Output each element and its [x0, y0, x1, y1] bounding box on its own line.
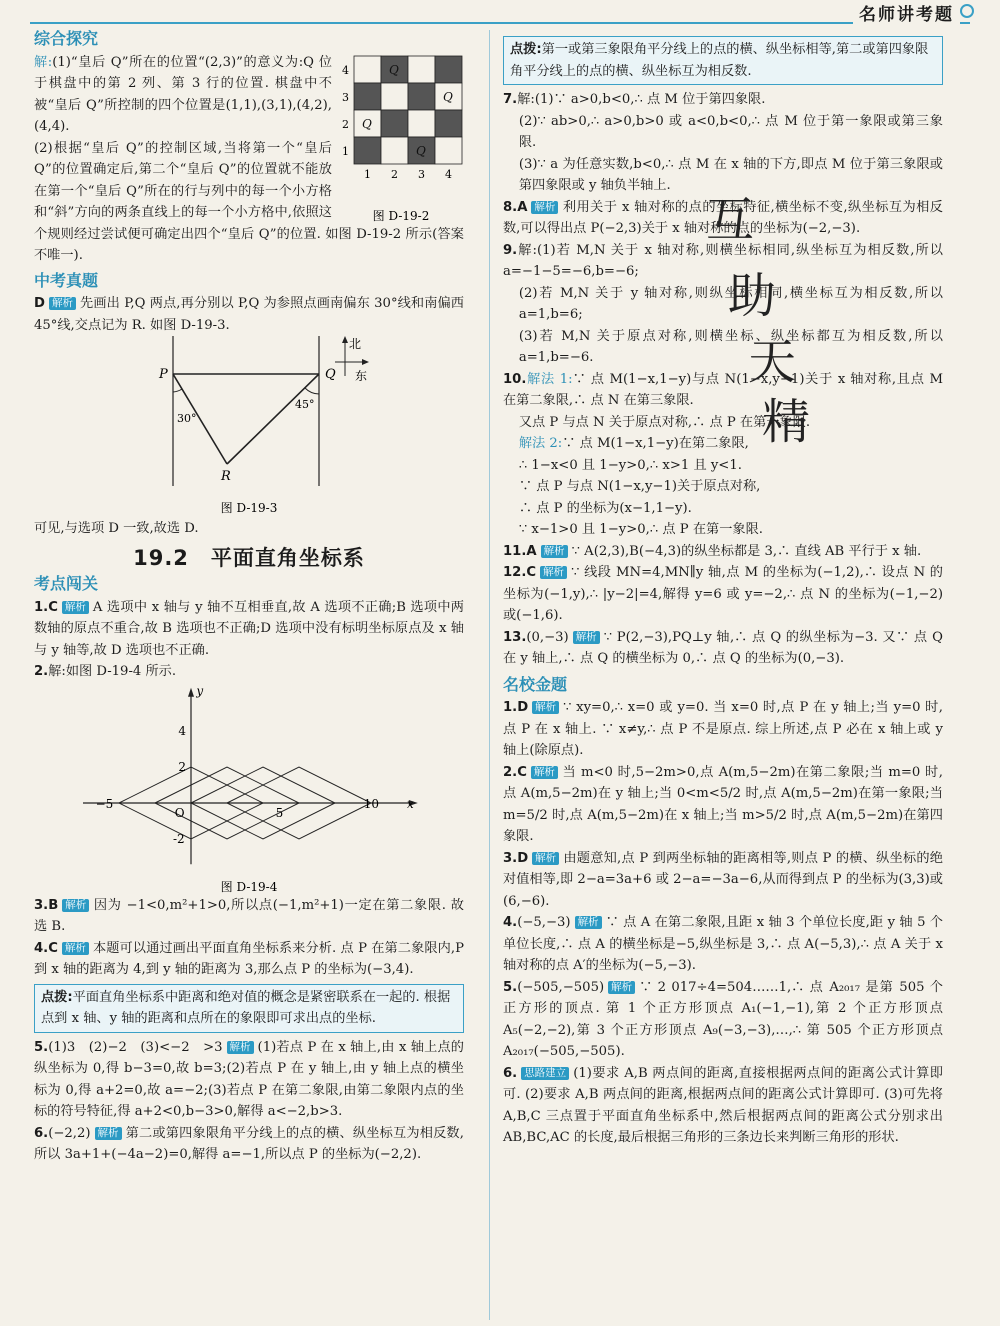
tick-label: -2: [173, 831, 185, 846]
tick-label: O: [174, 805, 185, 820]
answer-text: A 选项中 x 轴与 y 轴不互相垂直,故 A 选项不正确;B 选项中两数轴的原点不重合,故 B 选项也不正确;D 选项中没有标明坐标原点及 x 轴与 y 轴等,故 D 选项也不正确.: [34, 599, 464, 658]
figure-caption: 图 D-19-2: [372, 208, 430, 223]
method-label: 解法 1:: [526, 371, 573, 387]
point-label: P: [159, 367, 168, 382]
tip-box: [34, 984, 464, 1033]
question-number: 11.: [503, 543, 527, 559]
queen-mark: Q: [416, 143, 426, 158]
answer-value: (0,−3): [526, 629, 569, 645]
tick-label: 5: [275, 805, 284, 820]
chapter-title: 19.2 平面直角坐标系: [133, 545, 365, 570]
comprehensive-block: [34, 52, 464, 267]
answer-text: (2)根据“皇后 Q”的控制区域,当将第一个“皇后 Q”的位置确定后,第二个“皇后 Q”的位置就不能放在第一个“皇后 Q”所在的行与列中的每一个小方格和“斜”方向的两条直线上的每一个小方格中,依照这个规则经过尝试便可确定出四个“皇后 Q”的位置. 如图 D-19-2 所示(答案不唯一).: [34, 140, 464, 263]
question-number: 6.: [34, 1125, 49, 1141]
answer-value: (1)3 (2)−2 (3)<−2 >3: [48, 1039, 223, 1055]
answer-text: (2)若 M,N 关于 y 轴对称,则纵坐标相同,横坐标互为相反数,所以 a=1,b=6;: [518, 285, 943, 322]
board-square: [435, 110, 462, 137]
method-label: 解法 2:: [518, 436, 563, 451]
column-label: 4: [445, 167, 452, 181]
row-label: 4: [342, 63, 349, 77]
figure-caption: 图 D-19-3: [220, 501, 278, 515]
answer-text: ∵ xy=0,∴ x=0 或 y=0. 当 x=0 时,点 P 在 y 轴上;当 y=0 时,点 P 在 x 轴上. ∵ x≠y,∴ 点 P 不是原点. 综上所述,点 P 必在 x 轴上或 y 轴上(除原点).: [503, 700, 943, 758]
analysis-tag: 解析: [531, 766, 558, 779]
column-label: 3: [418, 167, 425, 181]
solution-label: 解:: [34, 54, 53, 70]
analysis-tag: 解析: [531, 201, 558, 214]
answer-text: ∴ 1−x<0 且 1−y>0,∴ x>1 且 y<1.: [518, 457, 742, 473]
header-rule: [30, 22, 970, 24]
answer-text: 先画出 P,Q 两点,再分别以 P,Q 为参照点画南偏东 30°线和南偏西 45°线,交点记为 R. 如图 D-19-3.: [34, 296, 464, 333]
tip-text: 平面直角坐标系中距离和绝对值的概念是紧密联系在一起的. 根据点到 x 轴、y 轴的距离和点所在的象限即可求出点的坐标.: [41, 989, 451, 1026]
header-title: 名师讲考题: [853, 0, 960, 25]
board-square: [354, 137, 381, 164]
question-number: 2.: [503, 764, 518, 780]
answer-text: 解:(1)若 M,N 关于 x 轴对称,则横坐标相同,纵坐标互为相反数,所以 a=−1−5=−6,b=−6;: [503, 242, 943, 279]
answer-value: (−5,−3): [517, 915, 571, 930]
answer-text: 又点 P 与点 N 关于原点对称,∴ 点 P 在第一象限.: [518, 414, 811, 430]
handwriting-mark: 天: [748, 334, 797, 390]
answer-text: 解:如图 D-19-4 所示.: [48, 664, 177, 679]
answer-text: ∵ A(2,3),B(−4,3)的纵坐标都是 3,∴ 直线 AB 平行于 x 轴.: [571, 543, 922, 559]
answer-letter: D: [517, 850, 529, 866]
handwriting-mark: 精: [762, 394, 811, 450]
row-label: 1: [342, 144, 349, 158]
board-square: [354, 56, 381, 83]
row-label: 3: [342, 90, 349, 104]
question-number: 2.: [34, 664, 49, 679]
header: [0, 0, 1000, 24]
analysis-tag: 解析: [95, 1127, 122, 1140]
question-number: 3.: [34, 897, 49, 913]
answer-value: (−2,2): [48, 1125, 91, 1141]
answer-text: 因为 −1<0,m²+1>0,所以点(−1,m²+1)一定在第二象限. 故选 B.: [34, 897, 464, 934]
answer-text: ∵ 点 P 与点 N(1−x,y−1)关于原点对称,: [518, 479, 761, 494]
angle-label: 45°: [295, 398, 315, 411]
y-axis-arrow: [188, 687, 194, 696]
board-square: [408, 110, 435, 137]
board-square: [435, 137, 462, 164]
analysis-tag: 解析: [541, 545, 568, 558]
answer-letter: C: [48, 599, 58, 615]
analysis-tag: 解析: [532, 701, 559, 714]
queen-mark: Q: [389, 62, 399, 77]
row-label: 2: [342, 117, 349, 131]
board-square: [381, 137, 408, 164]
answer-text: (1)若点 P 在 x 轴上,由 x 轴上点的纵坐标为 0,得 b−3=0,故 b=3;(2)若点 P 在 y 轴上,由 y 轴上点的横坐标为 0,得 a+2=0,故 a=−2;(3)若点 P 在第二象限,由第二象限内点的坐标的符号特征,得 a+2<0,b−3>0,解得 a<−2,b>3.: [34, 1039, 464, 1119]
answer-text: (3)∵ a 为任意实数,b<0,∴ 点 M 在 x 轴的下方,即点 M 位于第三象限或第四象限或 y 轴负半轴上.: [518, 156, 943, 193]
answer-text: ∵ x−1>0 且 1−y>0,∴ 点 P 在第一象限.: [518, 522, 763, 537]
answer-text: (1)“皇后 Q”所在的位置“(2,3)”的意义为:Q 位于棋盘中的第 2 列、第 3 行的位置. 棋盘中不被“皇后 Q”所控制的四个位置是(1,1),(3,1),(4,2),(4,4).: [34, 54, 332, 134]
tick-label: −5: [95, 796, 114, 811]
answer-text: ∵ 点 A 在第二象限,且距 x 轴 3 个单位长度,距 y 轴 5 个单位长度,∴ 点 A 的横坐标是−5,纵坐标是 3,∴ 点 A(−5,3),∴ 点 A 关于 x 轴对称的点 A′的坐标为(−5,−3).: [503, 915, 943, 973]
answer-text: 第二或第四象限角平分线上的点的横、纵坐标互为相反数,所以 3a+1+(−4a−2)=0,解得 a=−1,所以点 P 的坐标为(−2,2).: [34, 1125, 464, 1162]
answer-text: (2)∵ ab>0,∴ a>0,b>0 或 a<0,b<0,∴ 点 M 位于第一象限或第三象限.: [518, 113, 943, 150]
answer-letter: D: [34, 296, 45, 311]
handwriting-mark: 互: [706, 192, 755, 248]
answer-letter: C: [517, 764, 527, 780]
answer-text: 由题意知,点 P 到两坐标轴的距离相等,则点 P 的横、纵坐标的绝对值相等,即 2−a=3a+6 或 2−a=−3a−6,从而得到点 P 的坐标为(3,3)或(6,−6).: [503, 850, 943, 909]
analysis-tag: 解析: [62, 942, 89, 955]
analysis-tag: 解析: [227, 1041, 254, 1054]
question-number: 4.: [503, 915, 518, 930]
point-label: R: [221, 469, 231, 484]
analysis-tag: 解析: [62, 601, 89, 614]
answer-letter: C: [48, 940, 58, 956]
coordinate-plot: [83, 684, 418, 864]
answer-letter: A: [517, 199, 528, 215]
section-title: 中考真题: [34, 270, 99, 290]
queen-mark: Q: [362, 116, 372, 131]
tip-box: [503, 36, 943, 85]
handwriting-mark: 助: [728, 268, 777, 324]
axis-label: x: [407, 796, 414, 811]
question-number: 5.: [503, 979, 518, 995]
answer-text: 本题可以通过画出平面直角坐标系来分析. 点 P 在第二象限内,P 到 x 轴的距离为 4,到 y 轴的距离为 3,那么点 P 的坐标为(−3,4).: [34, 940, 464, 977]
column-label: 1: [364, 167, 371, 181]
thinking-tag: 思路建立: [521, 1067, 569, 1080]
question-number: 1.: [34, 599, 49, 615]
tip-label: 点拨:: [510, 42, 542, 57]
answer-text: 当 m<0 时,5−2m>0,点 A(m,5−2m)在第二象限;当 m=0 时,点 A(m,5−2m)在 y 轴上;当 0<m<5/2 时,点 A(m,5−2m)在第一象限;当 m=5/2 时,点 A(m,5−2m)在 x 轴上;当 m>5/2 时,点 A(m,5−2m)在第四象限.: [503, 764, 943, 844]
direction-figure: [119, 336, 379, 518]
answer-text: 解:(1)∵ a>0,b<0,∴ 点 M 位于第四象限.: [517, 92, 766, 107]
section-title: 综合探究: [34, 29, 99, 48]
board-square: [381, 83, 408, 110]
board-square: [354, 83, 381, 110]
left-column: [34, 28, 464, 1166]
analysis-tag: 解析: [540, 566, 567, 579]
figure-caption: 图 D-19-4: [220, 879, 278, 894]
question-number: 10.: [503, 371, 527, 387]
chessboard-figure: [338, 52, 464, 224]
answer-letter: B: [48, 897, 59, 913]
answer-text: ∵ 点 M(1−x,1−y)与点 N(1−x,y−1)关于 x 轴对称,且点 M 在第二象限,∴ 点 N 在第三象限.: [503, 371, 943, 408]
tick-label: 10: [363, 796, 380, 811]
north-label: 北: [349, 337, 362, 351]
question-number: 13.: [503, 629, 527, 645]
point-label: Q: [325, 367, 336, 382]
answer-text: (3)若 M,N 关于原点对称,则横坐标、纵坐标都互为相反数,所以 a=1,b=−6.: [518, 328, 943, 365]
question-number: 5.: [34, 1039, 49, 1055]
analysis-tag: 解析: [532, 852, 559, 865]
analysis-tag: 解析: [49, 297, 76, 310]
east-label: 东: [355, 369, 368, 383]
angle-label: 30°: [177, 412, 197, 425]
answer-text: ∵ 线段 MN=4,MN∥y 轴,点 M 的坐标为(−1,2),∴ 设点 N 的坐标为(−1,y),∴ |y−2|=4,解得 y=6 或 y=−2,∴ 点 N 的坐标为(−1,−2)或(−1,6).: [503, 565, 943, 623]
question-number: 1.: [503, 700, 518, 715]
section-title: 考点闯关: [34, 574, 99, 593]
chessboard: [342, 56, 462, 181]
answer-text: 可见,与选项 D 一致,故选 D.: [34, 521, 199, 536]
queen-mark: Q: [443, 89, 453, 104]
column-label: 2: [391, 167, 398, 181]
answer-text: ∴ 点 P 的坐标为(x−1,1−y).: [518, 500, 692, 516]
analysis-tag: 解析: [573, 631, 600, 644]
board-square: [408, 83, 435, 110]
question-number: 6.: [503, 1065, 518, 1081]
question-number: 3.: [503, 850, 518, 866]
tick-label: 2: [178, 759, 187, 774]
section-title: 名校金题: [503, 674, 568, 694]
question-number: 12.: [503, 565, 527, 580]
coordinate-figure: [79, 683, 419, 895]
question-number: 9.: [503, 242, 518, 258]
tick-label: 4: [178, 723, 187, 738]
board-square: [435, 56, 462, 83]
analysis-tag: 解析: [62, 899, 89, 912]
analysis-tag: 解析: [575, 916, 602, 929]
answer-text: ∵ P(2,−3),PQ⊥y 轴,∴ 点 Q 的纵坐标为−3. 又∵ 点 Q 在 y 轴上,∴ 点 Q 的横坐标为 0,∴ 点 Q 的坐标为(0,−3).: [503, 629, 943, 666]
answer-letter: A: [526, 543, 537, 559]
question-number: 4.: [34, 940, 49, 956]
answer-letter: D: [517, 700, 529, 715]
answer-value: (−505,−505): [517, 979, 605, 995]
question-number: 8.: [503, 199, 518, 215]
column-divider: [489, 30, 490, 1320]
board-square: [408, 56, 435, 83]
answer-text: (1)要求 A,B 两点间的距离,直接根据两点间的距离公式计算即可. (2)要求 A,B 两点间的距离,根据两点间的距离公式计算即可. (3)可先将 A,B,C 三点置于平面直角坐标系中,然后根据两点间的距离公式分别求出 AB,BC,AC 的长度,最后根据三角形的三条边长来判断三角形的形状.: [503, 1065, 943, 1145]
tip-label: 点拨:: [41, 989, 73, 1005]
answer-text: 利用关于 x 轴对称的点的坐标特征,横坐标不变,纵坐标互为相反数,可以得出点 P(−2,3)关于 x 轴对称的点的坐标为(−2,−3).: [503, 199, 943, 236]
board-square: [381, 110, 408, 137]
axis-label: y: [196, 683, 204, 698]
answer-text: ∵ 点 M(1−x,1−y)在第二象限,: [562, 436, 749, 451]
tip-text: 第一或第三象限角平分线上的点的横、纵坐标相等,第二或第四象限角平分线上的点的横、纵坐标互为相反数.: [510, 42, 929, 79]
question-number: 7.: [503, 92, 518, 107]
analysis-tag: 解析: [608, 981, 635, 994]
answer-text: ∵ 2 017÷4=504……1,∴ 点 A₂₀₁₇ 是第 505 个正方形的顶点. 第 1 个正方形顶点 A₁(−1,−1),第 2 个正方形顶点 A₅(−2,−2),第 3 个正方形顶点 A₉(−3,−3),…,∴ 第 505 个正方形顶点 A₂₀₁₇(−505,−505).: [503, 979, 943, 1059]
answer-letter: C: [526, 565, 537, 580]
header-dot-icon: [960, 4, 974, 18]
